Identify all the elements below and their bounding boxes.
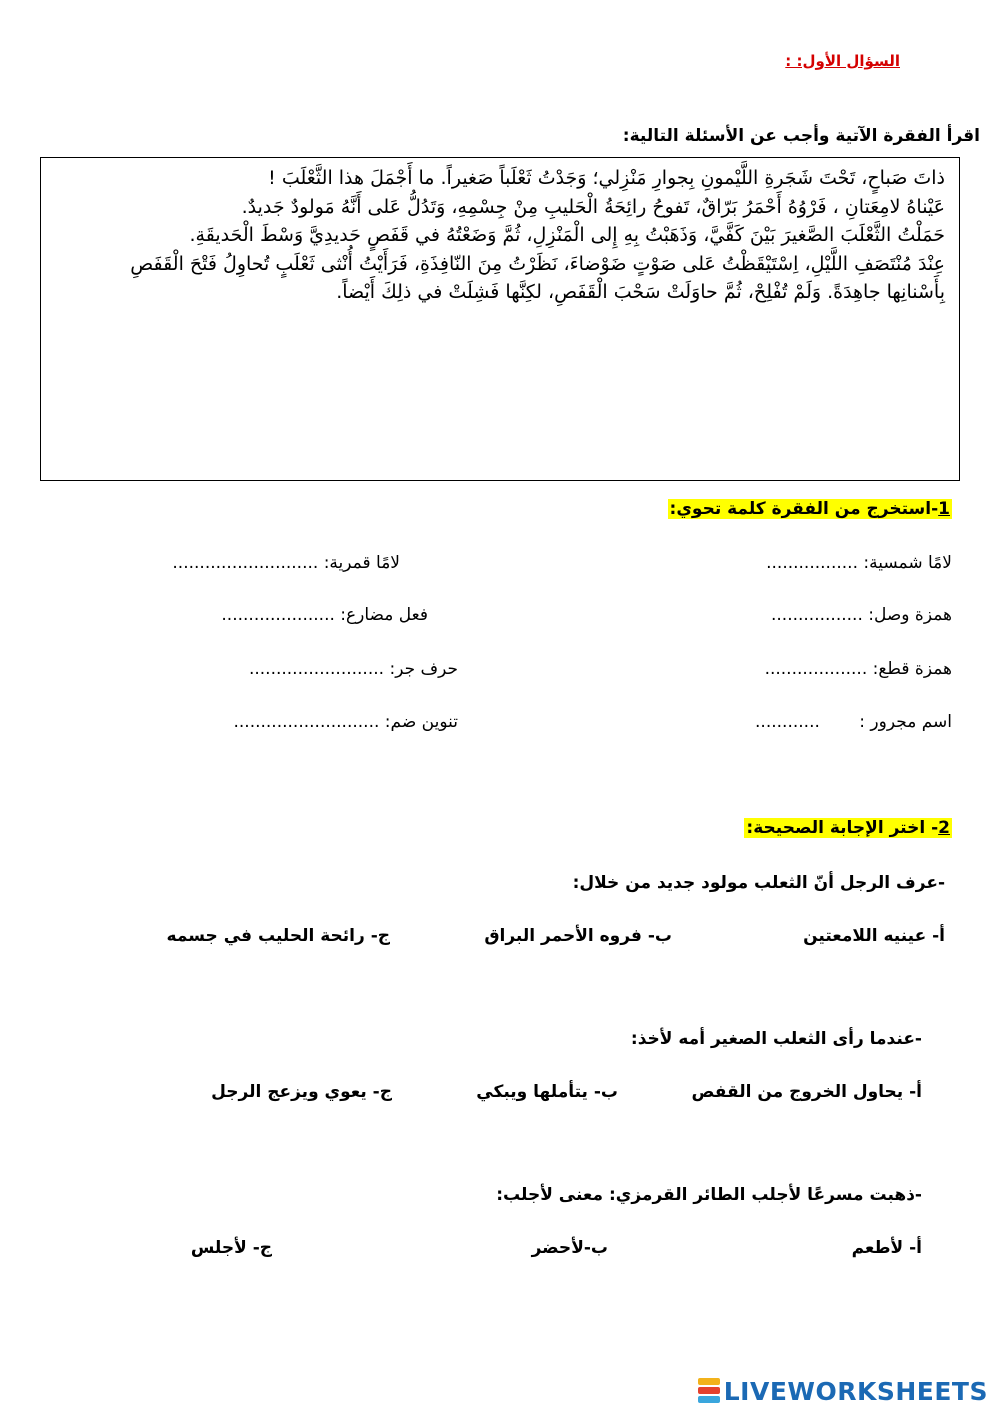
passage-paragraph-2: عَيْناهُ لامِعَتانِ ، فَرْوُهُ أَحْمَرُ بَرّاقٌ، تَفوحُ رائِحَةُ الْحَليبِ مِنْ جِسْمِهِ، وَتَدُلُّ عَلى أَنَّهُ مَولودٌ جَديدٌ. <box>241 195 945 218</box>
extract-item-harf-jar <box>249 659 458 679</box>
extract-item-wasl <box>771 605 952 625</box>
section2-heading-text: - اختر الإجابة الصحيحة: <box>746 818 939 838</box>
mcq1-option-b[interactable]: ب- فروه الأحمر البراق <box>484 926 672 946</box>
extract-item-tanween <box>233 712 458 732</box>
mcq3-option-a[interactable]: أ- لأطعم <box>851 1238 922 1258</box>
mcq2-option-c[interactable]: ج- يعوي ويزعج الرجل <box>211 1082 392 1102</box>
section2-heading <box>744 818 952 838</box>
answer-blank[interactable]: ................... <box>764 659 868 679</box>
extract-label: تنوين ضم: <box>384 712 458 732</box>
mcq-question-3: -ذهبت مسرعًا لأجلب الطائر القرمزي: معنى لأجلب: <box>496 1185 922 1205</box>
answer-blank[interactable]: ................. <box>766 553 858 573</box>
mcq2-option-a[interactable]: أ- يحاول الخروج من القفص <box>691 1082 922 1102</box>
answer-blank[interactable]: ........................... <box>172 553 319 573</box>
extract-label: لامًا شمسية: <box>863 553 952 573</box>
section1-heading-text: -استخرج من الفقرة كلمة تحوي: <box>669 499 939 519</box>
liveworksheets-icon <box>698 1378 720 1404</box>
mcq1-option-c[interactable]: ج- رائحة الحليب في جسمه <box>166 926 390 946</box>
mcq-question-1: -عرف الرجل أنّ الثعلب مولود جديد من خلال: <box>572 873 945 893</box>
answer-blank[interactable]: ............ <box>755 712 820 732</box>
extract-label: حرف جر: <box>389 659 458 679</box>
extract-label: لامًا قمرية: <box>323 553 400 573</box>
mcq1-option-a[interactable]: أ- عينيه اللامعتين <box>803 926 945 946</box>
section1-heading <box>668 499 952 519</box>
extract-item-qat <box>765 659 952 679</box>
section1-number: 1 <box>938 499 950 519</box>
mcq2-option-b[interactable]: ب- يتأملها ويبكي <box>476 1082 618 1102</box>
passage-paragraph-3: حَمَلْتُ الثَّعْلَبَ الصَّغيرَ بَيْنَ كَفَّيَّ، وَذَهَبْتُ بِهِ إِلى الْمَنْزِلِ، ثُمَّ وَضَعْتُهُ في قَفَصٍ حَديدِيَّ وَسْطَ الْحَديقَةِ. <box>189 224 945 246</box>
question-title: السؤال الأول: : <box>785 52 900 70</box>
answer-blank[interactable]: ........................... <box>233 712 380 732</box>
answer-blank[interactable]: ......................... <box>248 659 385 679</box>
answer-blank[interactable]: ................. <box>770 605 863 625</box>
extract-item-mudari <box>221 605 428 625</box>
mcq3-option-c[interactable]: ج- لأجلس <box>190 1238 272 1258</box>
section2-number: 2 <box>938 818 950 838</box>
logo-text: LIVEWORKSHEETS <box>723 1376 988 1406</box>
instruction: اقرأ الفقرة الآتية وأجب عن الأسئلة التالية: <box>622 126 980 146</box>
extract-item-shamsi <box>766 553 952 573</box>
reading-passage-box <box>40 157 960 481</box>
extract-label: همزة وصل: <box>868 605 952 625</box>
passage-paragraph-1: ذاتَ صَباحٍ، تَحْتَ شَجَرةِ اللَّيْمونِ بِجوارِ مَنْزِلي؛ وَجَدْتُ ثَعْلَباً صَغيراً. ما أَجْمَلَ هذا الثَّعْلَبَ ! <box>268 167 945 189</box>
extract-label: همزة قطع: <box>872 659 952 679</box>
mcq-question-2: -عندما رأى الثعلب الصغير أمه لأخذ: <box>630 1029 922 1049</box>
answer-blank[interactable]: ..................... <box>221 605 335 625</box>
passage-paragraph-4: عِنْدَ مُنْتَصَفِ اللَّيْلِ، اِسْتَيْقَظْتُ عَلى صَوْتٍ ضَوْضاءَ، نَظَرْتُ مِنَ النّافِذَةِ، فَرَأَيْتُ أُنْثى ثَعْلَبٍ تُحاوِلُ فَتْحَ الْقَفَصِ بِأَسْنانِها جاهِدَةً. وَلَمْ تُفْلِحْ، ثُمَّ حاوَلَتْ سَحْبَ الْقَفَصِ، لكِنَّها فَشِلَتْ في ذلِكَ أَيْضاً. <box>130 252 945 303</box>
extract-item-qamari <box>172 553 400 573</box>
extract-label: اسم مجرور : <box>859 712 952 732</box>
mcq3-option-b[interactable]: ب-لأحضر <box>531 1238 608 1258</box>
extract-item-majrur <box>755 712 952 732</box>
extract-label: فعل مضارع: <box>340 605 428 625</box>
liveworksheets-logo <box>698 1376 988 1406</box>
